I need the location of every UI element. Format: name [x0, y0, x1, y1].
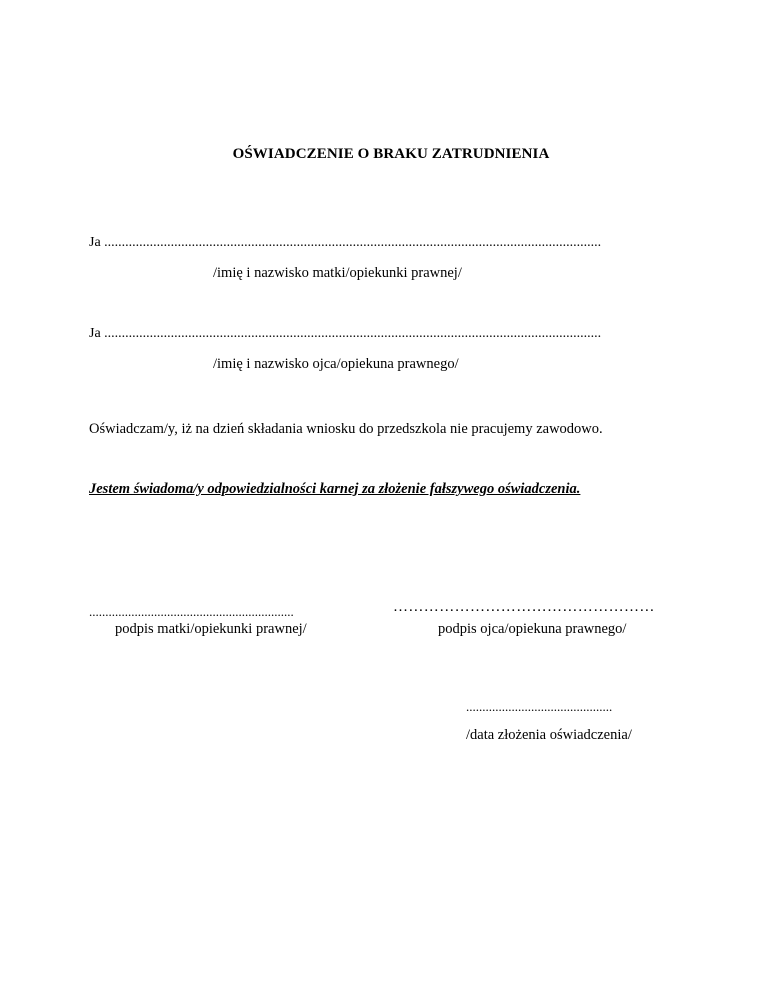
- father-signature-label: podpis ojca/opiekuna prawnego/: [438, 621, 627, 637]
- document-title: OŚWIADCZENIE O BRAKU ZATRUDNIENIA: [232, 146, 550, 162]
- employment-statement: Oświadczam/y, iż na dzień składania wniosku do przedszkola nie pracujemy zawodowo.: [89, 421, 603, 437]
- father-name-line: Ja ..............................................................................................................................................: [89, 327, 602, 341]
- date-label: /data złożenia oświadczenia/: [466, 727, 632, 743]
- father-signature-line: ……………………………………………: [393, 600, 655, 615]
- liability-warning: Jestem świadoma/y odpowiedzialności karnej za złożenie fałszywego oświadczenia.: [89, 481, 581, 497]
- date-line: .............................................: [466, 700, 613, 713]
- father-name-hint: /imię i nazwisko ojca/opiekuna prawnego/: [213, 356, 459, 372]
- mother-signature-line: ...............................................................: [89, 605, 294, 618]
- mother-signature-label: podpis matki/opiekunki prawnej/: [115, 621, 307, 637]
- mother-name-hint: /imię i nazwisko matki/opiekunki prawnej/: [213, 265, 462, 281]
- mother-name-line: Ja ..............................................................................................................................................: [89, 236, 602, 250]
